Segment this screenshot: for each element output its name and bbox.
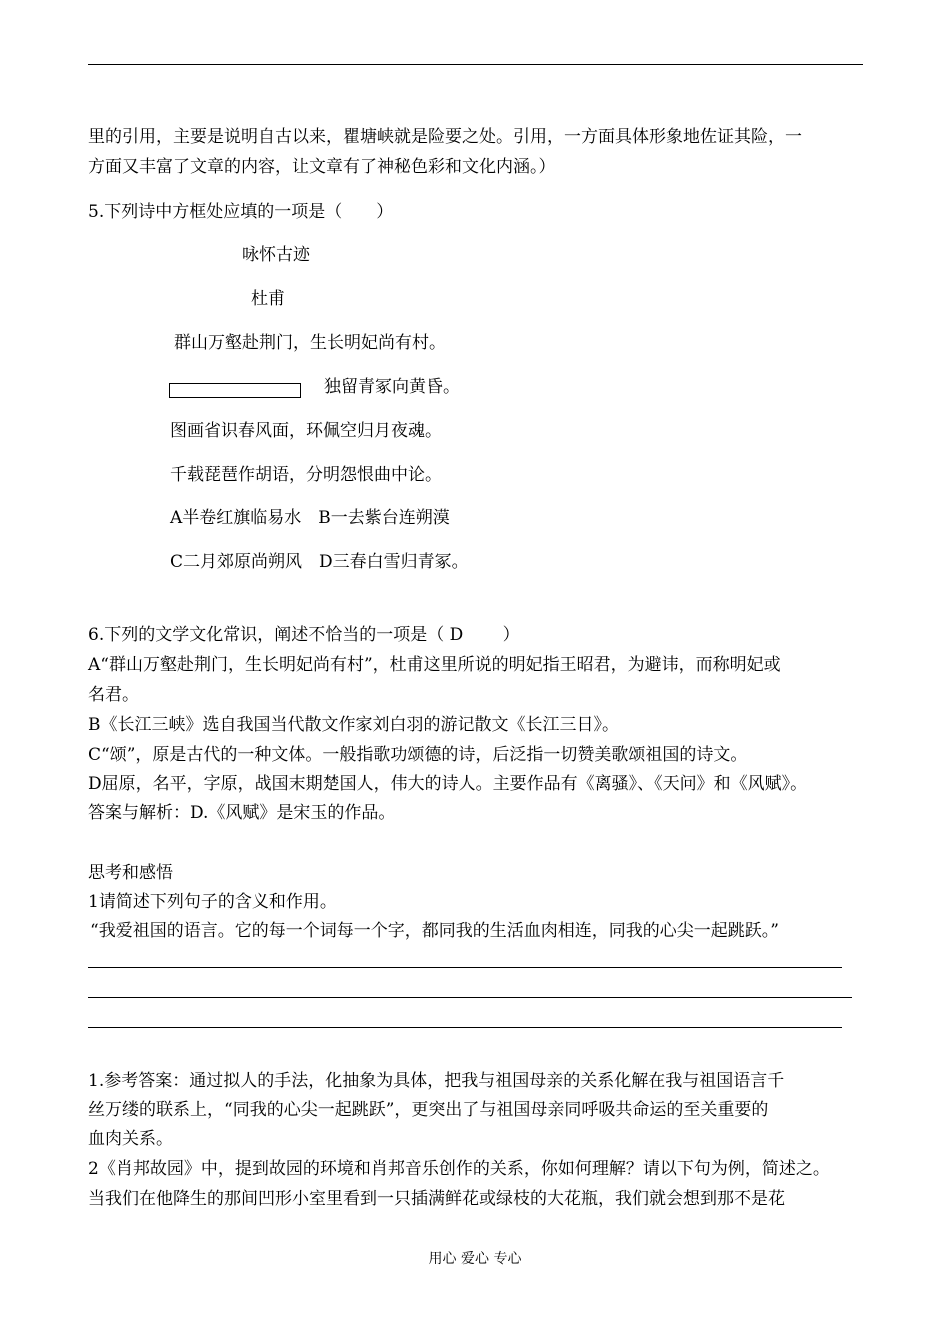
poem-line: 千载琵琶作胡语，分明怨恨曲中论。	[170, 465, 442, 485]
answer-line	[88, 997, 852, 998]
reference-answer-cont: 丝万缕的联系上，“同我的心尖一起跳跃”，更突出了与祖国母亲同呼吸共命运的至关重要的	[88, 1100, 769, 1120]
option-c: C“颂”，原是古代的一种文体。一般指歌功颂德的诗，后泛指一切赞美歌颂祖国的诗文。	[88, 745, 748, 765]
option-a-cont: 名君。	[88, 685, 139, 705]
question-2: 2《肖邦故园》中，提到故园的环境和肖邦音乐创作的关系，你如何理解？请以下句为例，简述之。	[88, 1159, 830, 1179]
section-heading: 思考和感悟	[88, 863, 173, 883]
option-line: C二月郊原尚朔风 D三春白雪归青冢。	[170, 552, 469, 572]
reference-answer-cont: 血肉关系。	[88, 1129, 173, 1149]
reference-answer: 1.参考答案：通过拟人的手法，化抽象为具体，把我与祖国母亲的关系化解在我与祖国语言千	[88, 1071, 785, 1091]
poem-title: 咏怀古迹	[242, 245, 310, 265]
answer-line	[88, 967, 842, 968]
option-b: B《长江三峡》选自我国当代散文作家刘白羽的游记散文《长江三日》。	[88, 715, 619, 735]
text-line: 里的引用，主要是说明自古以来，瞿塘峡就是险要之处。引用，一方面具体形象地佐证其险，一	[88, 127, 802, 147]
poem-line: 独留青冢向黄昏。	[324, 377, 460, 397]
header-rule	[88, 64, 863, 65]
poem-line: 群山万壑赴荆门，生长明妃尚有村。	[174, 333, 446, 353]
question-1: 1请简述下列句子的含义和作用。	[88, 892, 337, 912]
page-footer: 用心 爱心 专心	[428, 1251, 522, 1267]
poem-author: 杜甫	[251, 289, 285, 309]
question-6: 6.下列的文学文化常识，阐述不恰当的一项是（ D ）	[88, 625, 520, 645]
option-d: D屈原，名平，字原，战国末期楚国人，伟大的诗人。主要作品有《离骚》、《天问》和《风赋》。	[88, 774, 808, 794]
option-a: A“群山万壑赴荆门，生长明妃尚有村”，杜甫这里所说的明妃指王昭君，为避讳，而称明妃或	[88, 655, 781, 675]
answer-explanation: 答案与解析：D.《风赋》是宋玉的作品。	[88, 803, 396, 823]
answer-blank-box	[169, 383, 301, 398]
poem-line: 图画省识春风面，环佩空归月夜魂。	[170, 421, 442, 441]
question-5: 5.下列诗中方框处应填的一项是（ ）	[88, 202, 394, 222]
question-2-cont: 当我们在他降生的那间凹形小室里看到一只插满鲜花或绿枝的大花瓶，我们就会想到那不是花	[88, 1189, 785, 1209]
text-line: 方面又丰富了文章的内容，让文章有了神秘色彩和文化内涵。）	[88, 157, 556, 177]
answer-line	[88, 1027, 842, 1028]
option-line: A半卷红旗临易水 B一去紫台连朔漠	[170, 508, 450, 528]
quote-line: “我爱祖国的语言。它的每一个词每一个字，都同我的生活血肉相连，同我的心尖一起跳跃。”	[90, 921, 779, 941]
